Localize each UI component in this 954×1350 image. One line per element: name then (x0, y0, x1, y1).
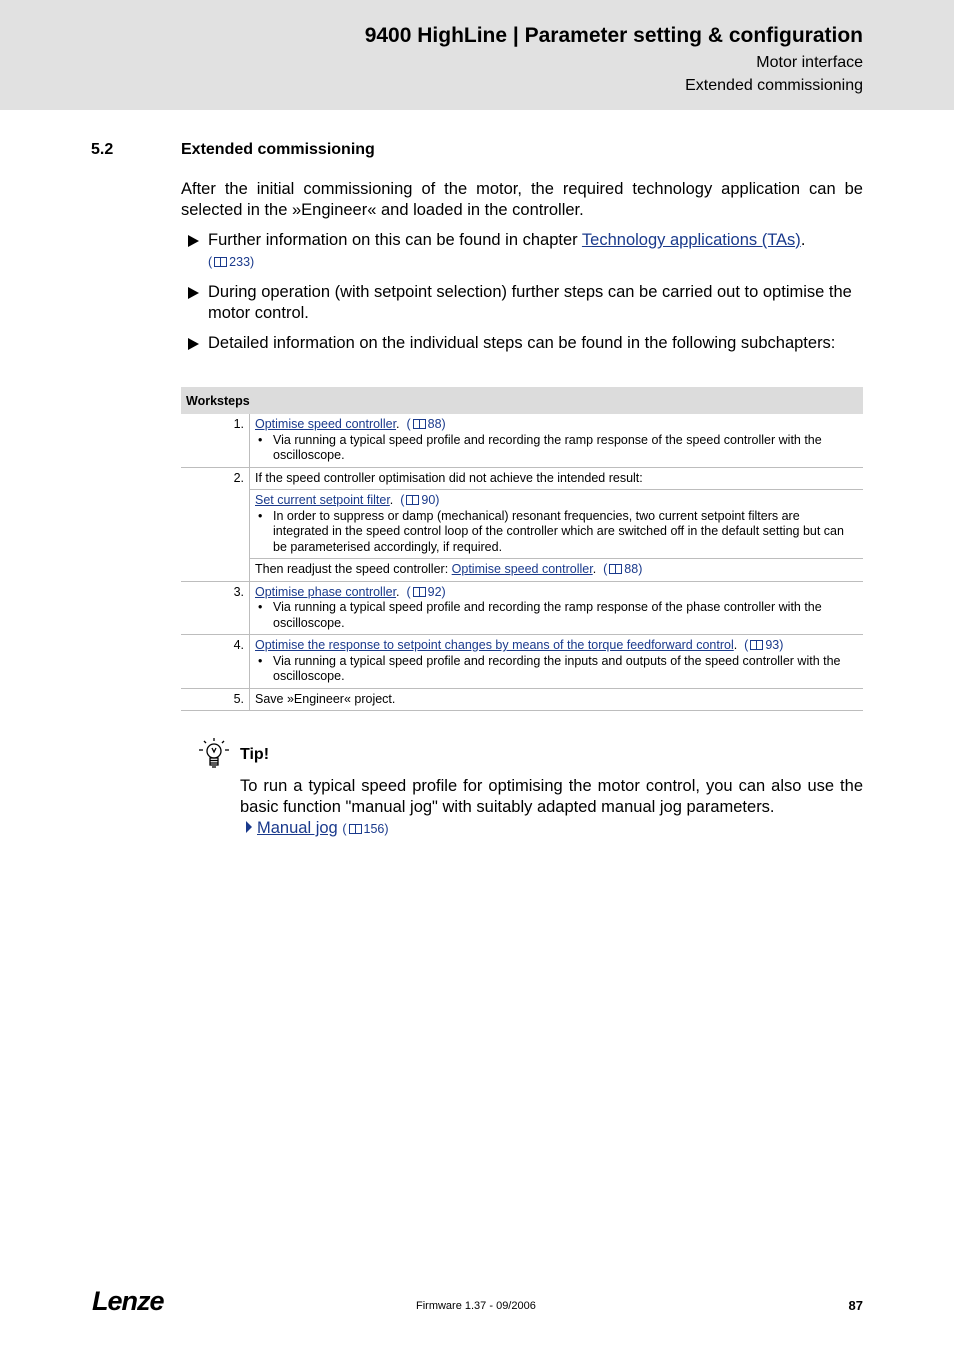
book-icon (413, 587, 426, 597)
manual-jog-link[interactable]: Manual jog (257, 819, 338, 837)
page-reference[interactable]: ( 156) (342, 822, 389, 836)
triangle-bullet-icon (188, 338, 199, 350)
book-icon (214, 257, 227, 267)
page-ref-number: 93) (765, 638, 784, 652)
firmware-version: Firmware 1.37 - 09/2006 (416, 1300, 536, 1312)
intro-paragraph: After the initial commissioning of the motor, the required technology application can be selected in the »Engineer« and loaded in the controller. (181, 180, 863, 219)
page-ref-number: 92) (427, 584, 446, 599)
page-ref-number: 90) (421, 493, 440, 507)
torque-feedforward-link[interactable]: Optimise the response to setpoint changes by means of the torque feedforward control (255, 638, 734, 652)
page-reference[interactable]: ( 88) (603, 562, 643, 576)
step-number: 4. (181, 635, 250, 689)
triangle-bullet-icon (188, 287, 199, 299)
page-reference[interactable]: ( 90) (400, 493, 440, 507)
arrow-right-icon (246, 821, 252, 833)
header-chapter: Motor interface (756, 54, 863, 71)
step-number: 3. (181, 581, 250, 635)
bullet-text-end: . (800, 231, 806, 249)
table-row: Set current setpoint filter. ( 90) • In order to suppress or damp (mechanical) resonant frequencies, two current setpoint filters are integrated in the speed control loop of the controller which are switched off in the default setting but can be parameterised accordingly, if required. (181, 490, 863, 559)
bullet-text: Further information on this can be found in chapter (208, 231, 582, 249)
lightbulb-icon (197, 736, 231, 770)
book-icon (406, 495, 419, 505)
then-text: Then readjust the speed controller: (255, 562, 452, 576)
bullet-item (188, 230, 863, 273)
page-ref-number: 88) (427, 417, 446, 431)
lenze-logo: Lenze (92, 1286, 164, 1316)
page-number: 87 (848, 1298, 863, 1313)
page-ref-number: 233) (229, 255, 255, 269)
tip-label: Tip! (240, 746, 270, 763)
table-row (181, 688, 863, 711)
optimise-speed-controller-link[interactable]: Optimise speed controller (255, 417, 397, 431)
section-number: 5.2 (91, 141, 114, 158)
table-row (181, 467, 863, 490)
page-reference[interactable]: ( 233) (208, 255, 255, 269)
set-current-setpoint-filter-link[interactable]: Set current setpoint filter (255, 493, 390, 507)
step-number: 5. (181, 688, 250, 711)
step-intro: If the speed controller optimisation did not achieve the intended result: (250, 467, 864, 490)
manual-jog-reference (246, 819, 389, 838)
tip-text: To run a typical speed profile for optimising the motor control, you can also use the basic function "manual jog" with suitably adapted manual jog parameters. (240, 777, 863, 816)
document-title: 9400 HighLine | Parameter setting & configuration (364, 24, 863, 47)
table-row: 4. Optimise the response to setpoint changes by means of the torque feedforward control. ( 93) • Via running a typical speed profile and recording the inputs and outputs of the speed controller with the oscilloscope. (181, 635, 863, 689)
section-title: Extended commissioning (181, 141, 375, 158)
page-ref-number: 88) (624, 562, 643, 576)
table-row: 3. Optimise phase controller. ( 92) • Via running a typical speed profile and recording the ramp response of the phase controller with the oscilloscope. (181, 581, 863, 635)
step-text: Save »Engineer« project. (250, 688, 864, 711)
page-reference[interactable]: ( 92) (406, 584, 446, 599)
table-row: Then readjust the speed controller: Optimise speed controller. ( 88) (181, 559, 863, 582)
list-item: • Via running a typical speed profile and recording the ramp response of the phase controller with the oscilloscope. (255, 600, 858, 631)
page-reference[interactable]: ( 88) (406, 417, 446, 431)
optimise-phase-controller-link[interactable]: Optimise phase controller (255, 584, 397, 599)
table-row: 1. Optimise speed controller. ( 88) • Via running a typical speed profile and recording the ramp response of the speed controller with the oscilloscope. (181, 414, 863, 467)
page-ref-number: 156) (363, 822, 389, 836)
list-item: • Via running a typical speed profile and recording the ramp response of the speed controller with the oscilloscope. (255, 433, 858, 464)
book-icon (413, 419, 426, 429)
step-number: 2. (181, 467, 250, 581)
book-icon (349, 824, 362, 834)
bullet-item (188, 282, 863, 324)
book-icon (750, 640, 763, 650)
page-header (0, 0, 954, 110)
list-item: • In order to suppress or damp (mechanical) resonant frequencies, two current setpoint filters are integrated in the speed control loop of the controller which are switched off in the default setting but can be parameterised accordingly, if required. (255, 509, 858, 556)
bullet-text: Detailed information on the individual steps can be found in the following subchapters: (208, 334, 836, 352)
page-reference[interactable]: ( 93) (744, 638, 784, 652)
step-number: 1. (181, 414, 250, 467)
bullet-text: During operation (with setpoint selection) further steps can be carried out to optimise the motor control. (208, 283, 852, 322)
bullet-item (188, 333, 863, 354)
book-icon (609, 564, 622, 574)
header-section: Extended commissioning (685, 77, 863, 94)
optimise-speed-controller-link[interactable]: Optimise speed controller (451, 562, 593, 576)
worksteps-table (181, 387, 863, 711)
triangle-bullet-icon (188, 235, 199, 247)
table-header: Worksteps (181, 387, 863, 414)
list-item: • Via running a typical speed profile and recording the inputs and outputs of the speed controller with the oscilloscope. (255, 654, 858, 685)
technology-applications-link[interactable]: Technology applications (TAs) (581, 231, 801, 249)
